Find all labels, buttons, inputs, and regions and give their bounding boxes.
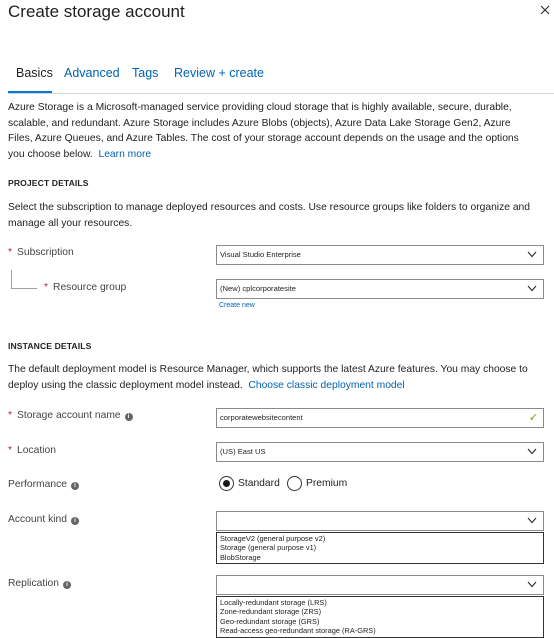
intro-paragraph: [8, 100, 538, 162]
storage-name-label: [8, 410, 133, 421]
account-kind-option[interactable]: StorageV2 (general purpose v2): [220, 534, 326, 543]
required-marker: *: [8, 410, 13, 421]
account-kind-label-text: Account kind: [8, 514, 67, 525]
tab-advanced[interactable]: Advanced: [64, 66, 120, 80]
resource-group-select[interactable]: [216, 279, 544, 299]
account-kind-options: [216, 532, 544, 564]
replication-label: [8, 578, 71, 589]
create-new-link[interactable]: Create new: [219, 302, 255, 309]
instance-details-description: [8, 362, 538, 393]
chevron-down-icon: [527, 285, 537, 292]
tree-connector: [11, 288, 37, 289]
chevron-down-icon: [527, 581, 537, 588]
storage-account-name-input[interactable]: [216, 408, 544, 428]
tab-tags[interactable]: Tags: [132, 66, 159, 80]
tab-basics[interactable]: Basics: [16, 66, 53, 80]
replication-select[interactable]: [216, 575, 544, 595]
account-kind-select[interactable]: [216, 511, 544, 531]
project-details-heading: PROJECT DETAILS: [8, 178, 89, 188]
page-title: Create storage account: [8, 2, 185, 21]
intro-text: Azure Storage is a Microsoft-managed service providing cloud storage that is highly available, secure, durable, scalable, and redundant. Azure Storage includes Azure Blobs (objects), Azure Data Lake Storage Gen2, Azure Files, Azure Queues, and Azure Tables. The cost of your storage account depends on the usage and the options you choose below.: [8, 102, 519, 160]
location-label: [8, 445, 56, 456]
subscription-label: [8, 247, 74, 258]
chevron-down-icon: [527, 448, 537, 455]
close-icon[interactable]: [538, 3, 552, 17]
chevron-down-icon: [527, 251, 537, 258]
resource-group-label-text: Resource group: [53, 282, 127, 293]
replication-option[interactable]: Locally-redundant storage (LRS): [220, 598, 327, 607]
chevron-down-icon: [527, 517, 537, 524]
radio-label: Standard: [238, 478, 280, 489]
replication-option[interactable]: Geo-redundant storage (GRS): [220, 616, 320, 626]
location-select[interactable]: [216, 442, 544, 462]
subscription-select[interactable]: [216, 245, 544, 265]
account-kind-label: [8, 514, 79, 525]
required-marker: *: [8, 247, 13, 258]
classic-deployment-link[interactable]: Choose classic deployment model: [248, 379, 405, 391]
radio-selected-icon: [219, 476, 234, 491]
storage-account-name-value: corporatewebsitecontent: [220, 413, 303, 422]
checkmark-icon: ✓: [528, 412, 538, 424]
replication-option[interactable]: Zone-redundant storage (ZRS): [220, 607, 322, 617]
replication-options: [216, 596, 544, 638]
performance-premium-radio[interactable]: [287, 476, 347, 491]
storage-name-label-text: Storage account name: [17, 410, 121, 421]
resource-group-value: (New) cplcorporatesite: [220, 284, 296, 293]
resource-group-label: [44, 282, 126, 293]
radio-label: Premium: [306, 478, 348, 489]
instance-details-heading: INSTANCE DETAILS: [8, 341, 92, 351]
required-marker: *: [44, 282, 49, 293]
required-marker: *: [8, 445, 13, 456]
replication-option[interactable]: Read-access geo-redundant storage (RA-GRS): [220, 626, 376, 636]
location-label-text: Location: [17, 445, 56, 456]
tab-bar: [8, 60, 554, 96]
replication-label-text: Replication: [8, 578, 59, 589]
performance-label: [8, 479, 79, 490]
account-kind-option[interactable]: BlobStorage: [220, 552, 261, 562]
info-icon[interactable]: i: [71, 517, 79, 525]
radio-unselected-icon: [287, 476, 302, 491]
tab-review-create[interactable]: Review + create: [174, 66, 264, 80]
info-icon[interactable]: i: [63, 581, 71, 589]
instance-description-text: The default deployment model is Resource Manager, which supports the latest Azure features. You may choose to deploy using the classic deployment model instead.: [8, 364, 528, 391]
learn-more-link[interactable]: Learn more: [98, 148, 152, 160]
project-details-description: Select the subscription to manage deployed resources and costs. Use resource groups like folders to organize and manage all your resources.: [8, 202, 531, 229]
tree-connector: [11, 270, 12, 288]
subscription-value: Visual Studio Enterprise: [220, 250, 301, 259]
location-value: (US) East US: [220, 447, 266, 456]
tab-divider: [8, 93, 554, 94]
performance-label-text: Performance: [8, 479, 67, 490]
performance-standard-radio[interactable]: [219, 476, 280, 491]
subscription-label-text: Subscription: [17, 247, 74, 258]
info-icon[interactable]: i: [71, 482, 79, 490]
account-kind-option[interactable]: Storage (general purpose v1): [220, 543, 317, 553]
info-icon[interactable]: i: [125, 413, 133, 421]
